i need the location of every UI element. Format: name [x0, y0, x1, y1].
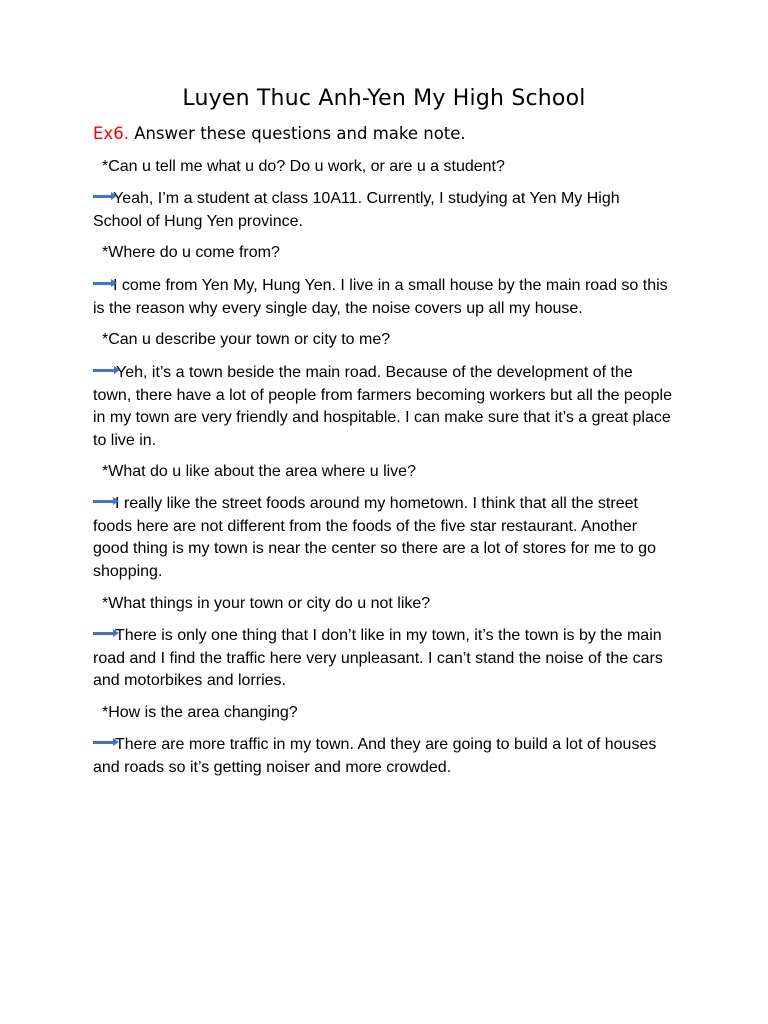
answer-5: [93, 625, 673, 693]
arrow-right-icon: [93, 741, 115, 744]
question-4: *What do u like about the area where u live?: [102, 463, 416, 480]
answer-6-text: There are more traffic in my town. And they are going to build a lot of houses and roads so it’s getting noiser and more crowded.: [93, 736, 657, 776]
answer-2-text: I come from Yen My, Hung Yen. I live in a small house by the main road so this is the reason why every single day, the noise covers up all my house.: [93, 277, 668, 317]
answer-3: [93, 362, 673, 452]
answer-4-text: I really like the street foods around my hometown. I think that all the street foods here are not different from the foods of the five star restaurant. Another good thing is my town is near the center so there are a lot of stores for me to go shopping.: [93, 495, 656, 580]
question-2: *Where do u come from?: [102, 244, 280, 261]
exercise-heading: [93, 124, 466, 143]
arrow-right-icon: [93, 282, 113, 285]
answer-6: [93, 734, 673, 779]
arrow-right-icon: [93, 369, 116, 372]
answer-1-text: Yeah, I’m a student at class 10A11. Currently, I studying at Yen My High School of Hung Yen province.: [93, 190, 620, 230]
answer-3-text: Yeh, it’s a town beside the main road. Because of the development of the town, there have a lot of people from farmers becoming workers but all the people in my town are very friendly and hospitable. I can make sure that it’s a great place to live in.: [93, 364, 672, 449]
question-6: *How is the area changing?: [102, 704, 298, 721]
answer-4: [93, 493, 673, 583]
exercise-label: Ex6.: [93, 124, 129, 143]
answer-2: [93, 275, 673, 320]
document-title: Luyen Thuc Anh-Yen My High School: [182, 86, 586, 111]
question-5: *What things in your town or city do u not like?: [102, 595, 431, 612]
answer-5-text: There is only one thing that I don’t like in my town, it’s the town is by the main road and I find the traffic here very unpleasant. I can’t stand the noise of the cars and motorbikes and lorries.: [93, 627, 663, 689]
question-3: *Can u describe your town or city to me?: [102, 331, 391, 348]
arrow-right-icon: [93, 632, 115, 635]
exercise-instruction: Answer these questions and make note.: [134, 124, 466, 143]
arrow-right-icon: [93, 195, 113, 198]
question-1: *Can u tell me what u do? Do u work, or are u a student?: [102, 158, 505, 175]
answer-1: [93, 188, 673, 233]
arrow-right-icon: [93, 500, 115, 503]
